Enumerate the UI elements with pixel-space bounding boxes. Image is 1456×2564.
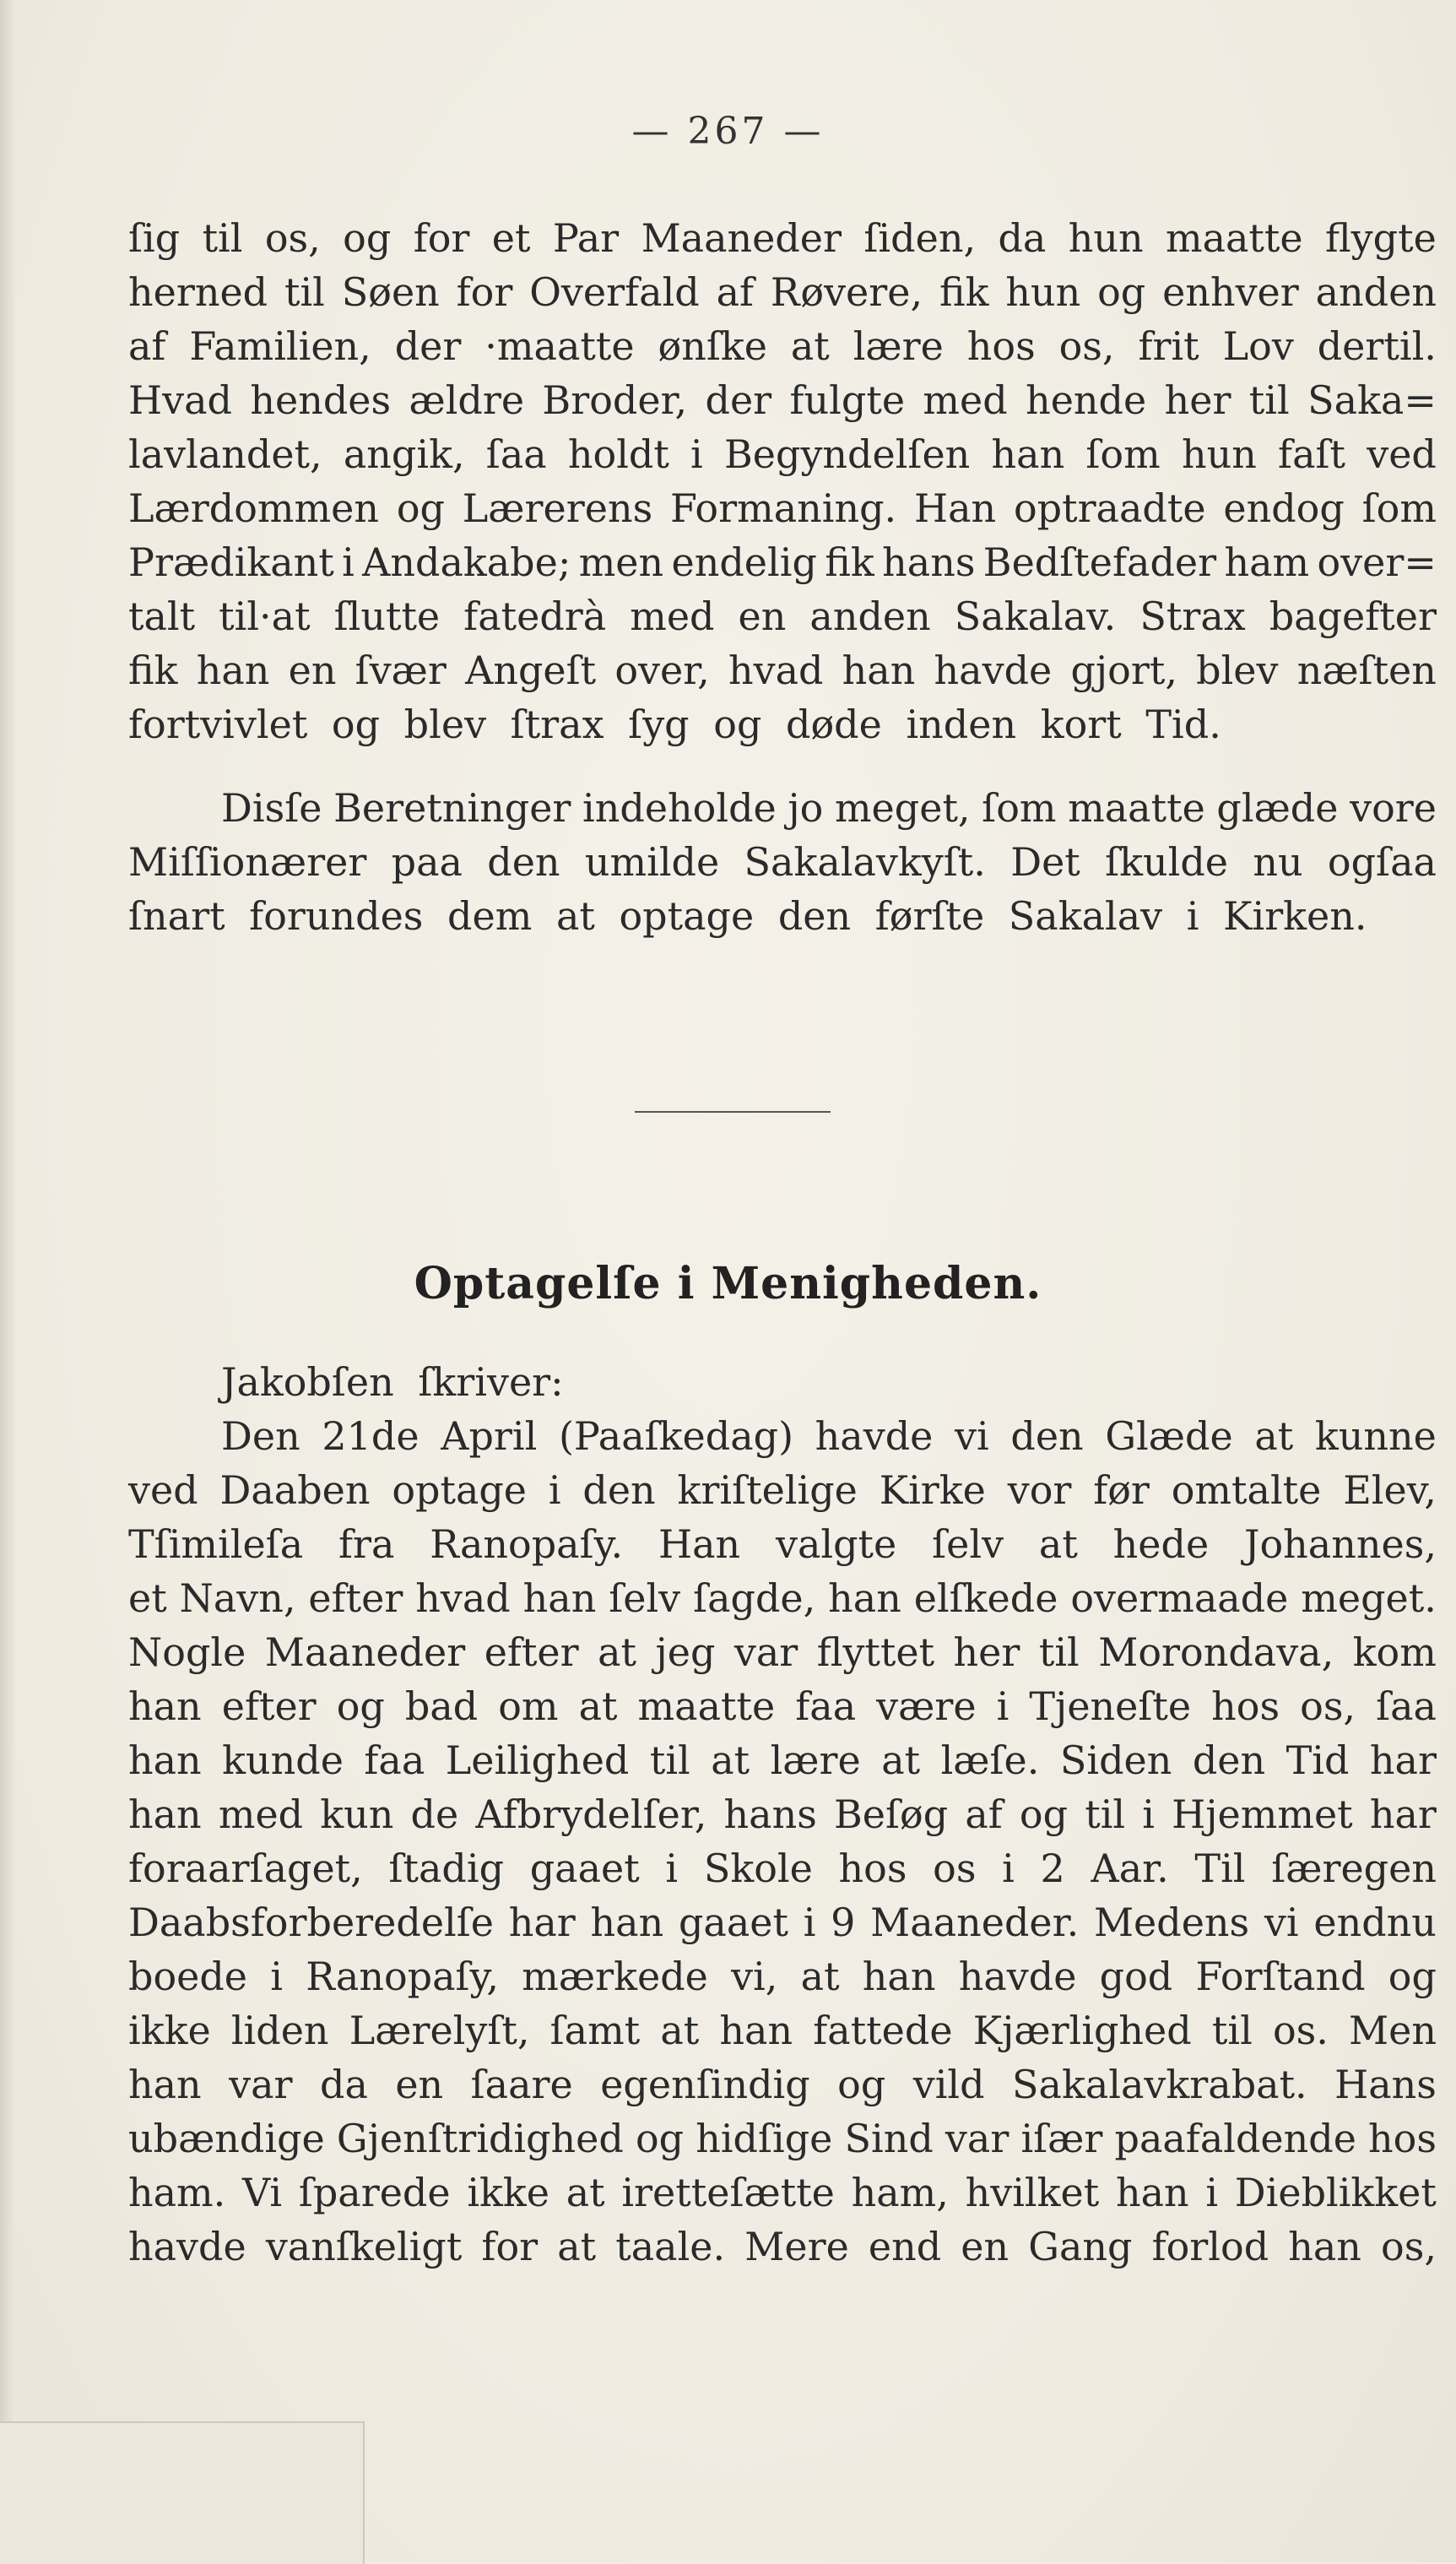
underlying-page-edge — [0, 2421, 365, 2564]
text-line: han var da en ſaare egenſindig og vild Sakalavkrabat. Hans — [128, 2062, 1437, 2107]
text-line: han efter og bad om at maatte faa være i Tjeneſte hos os, ſaa — [128, 1683, 1437, 1729]
text-line: fortvivlet og blev ſtrax ſyg og døde inden kort Tid. — [128, 702, 1221, 747]
text-line: Den 21de April (Paaſkedag) havde vi den Glæde at kunne — [221, 1413, 1437, 1459]
text-line: Prædikant i Andakabe; men endelig fik hans Bedſtefader ham over= — [128, 539, 1437, 585]
text-line: fik han en ſvær Angeſt over, hvad han havde gjort, blev næſten — [128, 648, 1437, 693]
text-line: herned til Søen for Overfald af Røvere, fik hun og enhver anden — [128, 269, 1437, 315]
text-line: ved Daaben optage i den kriſtelige Kirke vor før omtalte Elev, — [128, 1467, 1437, 1513]
text-line: boede i Ranopaſy, mærkede vi, at han havde god Forſtand og — [128, 1954, 1437, 1999]
text-line: talt til·at ſlutte fatedrà med en anden Sakalav. Strax bagefter — [128, 594, 1437, 639]
text-line: Nogle Maaneder efter at jeg var flyttet her til Morondava, kom — [128, 1629, 1437, 1675]
text-line: Miſſionærer paa den umilde Sakalavkyſt. Det ſkulde nu ogſaa — [128, 839, 1437, 885]
text-line: et Navn, efter hvad han ſelv ſagde, han elſkede overmaade meget. — [128, 1575, 1437, 1621]
text-line: lavlandet, angik, ſaa holdt i Begyndelſen han ſom hun faſt ved — [128, 431, 1437, 477]
section-heading: Optagelſe i Menigheden. — [414, 1258, 1042, 1309]
text-line: Lærdommen og Lærerens Formaning. Han optraadte endog ſom — [128, 485, 1437, 531]
text-line: ubændige Gjenſtridighed og hidſige Sind var iſær paafaldende hos — [128, 2116, 1437, 2161]
paragraph-baptism-account — [128, 1355, 1437, 2274]
text-line: ham. Vi ſparede ikke at iretteſætte ham, hvilket han i Dieblikket — [128, 2170, 1437, 2215]
paragraph-raiders-story — [128, 211, 1437, 751]
text-line: Jakobſen ſkriver: — [221, 1359, 564, 1405]
text-line: Tſimileſa fra Ranopaſy. Han valgte ſelv at hede Johannes, — [128, 1521, 1437, 1567]
paragraph-reports-conclusion — [128, 781, 1437, 943]
text-line: Daabsforberedelſe har han gaaet i 9 Maaneder. Medens vi endnu — [128, 1900, 1437, 1945]
page-number: — 267 — — [631, 110, 825, 153]
text-line: Disſe Beretninger indeholde jo meget, ſom maatte glæde vore — [221, 785, 1437, 831]
text-line: af Familien, der ·maatte ønſke at lære hos os, frit Lov dertil. — [128, 323, 1437, 369]
text-line: ikke liden Lærelyſt, ſamt at han fattede Kjærlighed til os. Men — [128, 2008, 1437, 2053]
text-line: ſnart forundes dem at optage den førſte Sakalav i Kirken. — [128, 893, 1367, 939]
text-line: foraarſaget, ſtadig gaaet i Skole hos os i 2 Aar. Til ſæregen — [128, 1846, 1437, 1891]
text-line: havde vanſkeligt for at taale. Mere end en Gang forlod han os, — [128, 2224, 1437, 2269]
text-line: han kunde faa Leilighed til at lære at læſe. Siden den Tid har — [128, 1737, 1437, 1783]
text-line: han med kun de Afbrydelſer, hans Beſøg af og til i Hjemmet har — [128, 1792, 1437, 1837]
text-line: ſig til os, og for et Par Maaneder ſiden, da hun maatte flygte — [128, 215, 1437, 261]
section-divider — [635, 1111, 831, 1113]
text-line: Hvad hendes ældre Broder, der fulgte med hende her til Saka= — [128, 377, 1437, 423]
